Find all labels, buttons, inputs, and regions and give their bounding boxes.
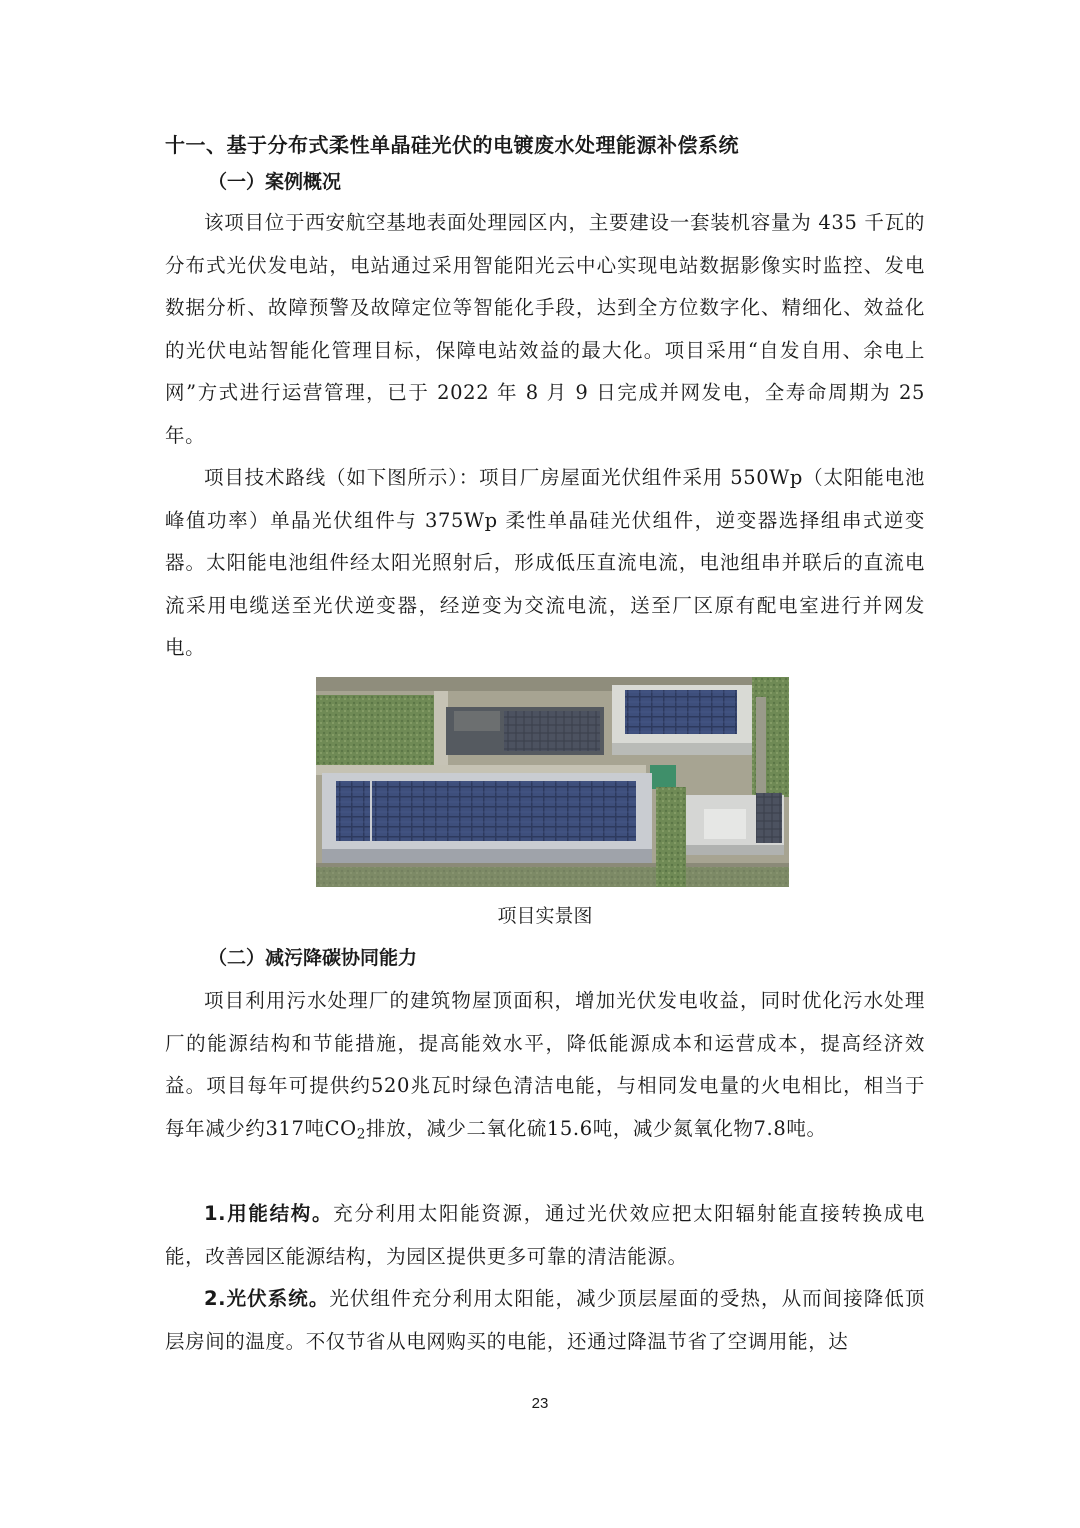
energy-structure-item [165,1193,925,1278]
case-overview-paragraph-1: 该项目位于西安航空基地表面处理园区内，主要建设一套装机容量为 435 千瓦的分布式光伏发电站，电站通过采用智能阳光云中心实现电站数据影像实时监控、发电数据分析、故障预警及故障定位等智能化手段，达到全方位数字化、精细化、效益化的光伏电站智能化管理目标，保障电站效益的最大化。项目采用“自发自用、余电上网”方式进行运营管理，已于 2022 年 8 月 9 日完成并网发电，全寿命周期为 25 年。 [165,211,925,447]
synergy-paragraph-1-text-a: 项目利用污水处理厂的建筑物屋顶面积，增加光伏发电收益，同时优化污水处理厂的能源结构和节能措施，提高能效水平，降低能源成本和运营成本，提高经济效益。项目每年可提供约520兆瓦时绿色清洁电能，与相同发电量的火电相比，相当于每年减少约317吨CO [165,989,925,1140]
section-title: 十一、基于分布式柔性单晶硅光伏的电镀废水处理能源补偿系统 [165,133,739,157]
pv-system-label: 2.光伏系统。 [204,1287,330,1310]
case-overview-heading: （一）案例概况 [208,171,342,193]
synergy-paragraph-1 [165,980,925,1155]
pv-system-item [165,1278,925,1363]
project-site-photo [316,677,789,887]
figure-caption: 项目实景图 [497,905,593,927]
case-overview-paragraph-2: 项目技术路线（如下图所示）：项目厂房屋面光伏组件采用 550Wp（太阳能电池峰值功率）单晶光伏组件与 375Wp 柔性单晶硅光伏组件，逆变器选择组串式逆变器。太阳能电池组件经太阳光照射后，形成低压直流电流，电池组串并联后的直流电流采用电缆送至光伏逆变器，经逆变为交流电流，送至厂区原有配电室进行并网发电。 [165,466,925,659]
co2-subscript: 2 [356,1125,367,1142]
page-number: 23 [531,1395,549,1412]
energy-structure-text: 充分利用太阳能资源，通过光伏效应把太阳辐射能直接转换成电能，改善园区能源结构，为园区提供更多可靠的清洁能源。 [165,1202,925,1268]
synergy-heading: （二）减污降碳协同能力 [208,947,418,969]
energy-structure-label: 1.用能结构。 [204,1202,334,1225]
pv-system-text: 光伏组件充分利用太阳能，减少顶层屋面的受热，从而间接降低顶层房间的温度。不仅节省从电网购买的电能，还通过降温节省了空调用能，达 [165,1287,925,1353]
synergy-paragraph-1-text-b: 排放，减少二氧化硫15.6吨，减少氮氧化物7.8吨。 [366,1116,827,1140]
aerial-solar-roof-image [316,677,789,887]
